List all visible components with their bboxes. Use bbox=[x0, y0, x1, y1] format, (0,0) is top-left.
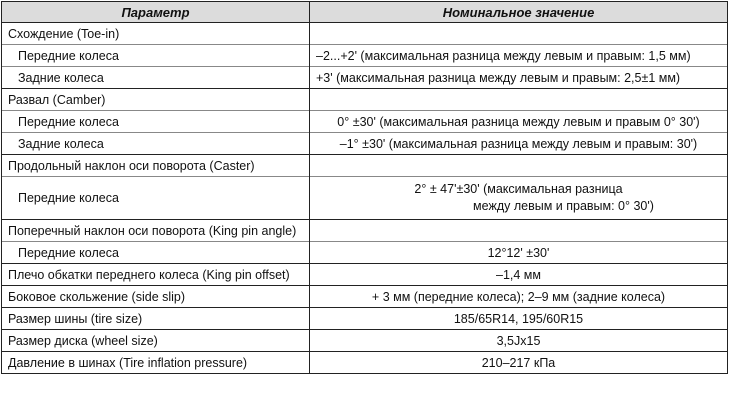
table-row bbox=[2, 242, 728, 264]
table-row bbox=[2, 177, 728, 220]
header-nominal-value: Номинальное значение bbox=[310, 2, 728, 23]
table-header-row bbox=[2, 2, 728, 23]
param-king-pin-offset: Плечо обкатки переднего колеса (King pin offset) bbox=[2, 264, 310, 286]
param-wheel-size: Размер диска (wheel size) bbox=[2, 330, 310, 352]
param-toe-rear: Задние колеса bbox=[2, 67, 310, 89]
value-wheel-size: 3,5Jx15 bbox=[310, 330, 728, 352]
param-toe-in: Схождение (Toe-in) bbox=[2, 23, 310, 45]
table-row bbox=[2, 45, 728, 67]
param-caster-front: Передние колеса bbox=[2, 177, 310, 220]
value-tire-pressure: 210–217 кПа bbox=[310, 352, 728, 374]
param-tire-pressure: Давление в шинах (Tire inflation pressure) bbox=[2, 352, 310, 374]
table-row bbox=[2, 67, 728, 89]
value-camber-rear: –1° ±30' (максимальная разница между левым и правым: 30') bbox=[310, 133, 728, 155]
value-caster-front-line2: между левым и правым: 0° 30') bbox=[473, 199, 654, 213]
param-toe-front: Передние колеса bbox=[2, 45, 310, 67]
value-caster-empty bbox=[310, 155, 728, 177]
param-camber-front: Передние колеса bbox=[2, 111, 310, 133]
value-toe-in-empty bbox=[310, 23, 728, 45]
param-side-slip: Боковое скольжение (side slip) bbox=[2, 286, 310, 308]
table-row bbox=[2, 264, 728, 286]
value-camber-empty bbox=[310, 89, 728, 111]
value-toe-front: –2...+2' (максимальная разница между левым и правым: 1,5 мм) bbox=[310, 45, 728, 67]
table-row bbox=[2, 308, 728, 330]
table-row bbox=[2, 133, 728, 155]
table-row bbox=[2, 352, 728, 374]
value-king-pin-empty bbox=[310, 220, 728, 242]
value-caster-front bbox=[310, 177, 728, 220]
param-king-pin-front: Передние колеса bbox=[2, 242, 310, 264]
table-row bbox=[2, 23, 728, 45]
param-camber: Развал (Camber) bbox=[2, 89, 310, 111]
table-row bbox=[2, 330, 728, 352]
table-row bbox=[2, 89, 728, 111]
table-row bbox=[2, 286, 728, 308]
param-tire-size: Размер шины (tire size) bbox=[2, 308, 310, 330]
table-row bbox=[2, 111, 728, 133]
value-camber-front: 0° ±30' (максимальная разница между левым и правым 0° 30') bbox=[310, 111, 728, 133]
value-king-pin-offset: –1,4 мм bbox=[310, 264, 728, 286]
param-king-pin: Поперечный наклон оси поворота (King pin angle) bbox=[2, 220, 310, 242]
value-tire-size: 185/65R14, 195/60R15 bbox=[310, 308, 728, 330]
value-toe-rear: +3' (максимальная разница между левым и правым: 2,5±1 мм) bbox=[310, 67, 728, 89]
header-parameter: Параметр bbox=[2, 2, 310, 23]
table-row bbox=[2, 220, 728, 242]
param-camber-rear: Задние колеса bbox=[2, 133, 310, 155]
value-side-slip: + 3 мм (передние колеса); 2–9 мм (задние колеса) bbox=[310, 286, 728, 308]
specifications-table bbox=[1, 1, 728, 374]
param-caster: Продольный наклон оси поворота (Caster) bbox=[2, 155, 310, 177]
table-row bbox=[2, 155, 728, 177]
value-caster-front-line1: 2° ± 47'±30' (максимальная разница bbox=[414, 182, 623, 196]
value-king-pin-front: 12°12' ±30' bbox=[310, 242, 728, 264]
